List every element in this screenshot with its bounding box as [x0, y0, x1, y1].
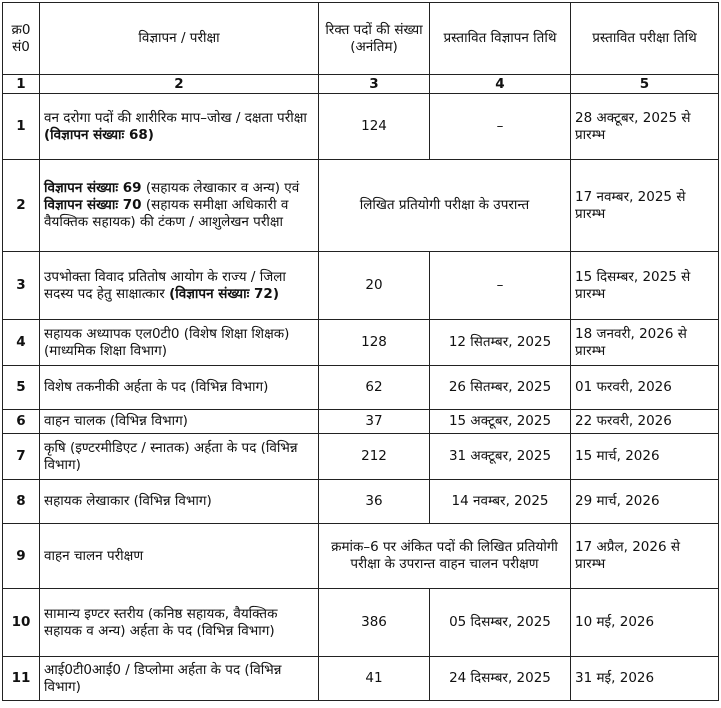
table-row: [3, 524, 719, 589]
header-exam-date: प्रस्तावित परीक्षा तिथि: [571, 3, 719, 75]
advertisement-cell: विशेष तकनीकी अर्हता के पद (विभिन्न विभाग): [40, 366, 319, 410]
advertisement-cell: [40, 252, 319, 320]
adv-date-cell: –: [430, 252, 571, 320]
exam-date-cell: 01 फरवरी, 2026: [571, 366, 719, 410]
adv-text: उपभोक्ता विवाद प्रतितोष आयोग के राज्य / जिला सदस्य पद हेतु साक्षात्कार: [44, 268, 286, 302]
advertisement-cell: सहायक अध्यापक एल0टी0 (विशेष शिक्षा शिक्षक) (माध्यमिक शिक्षा विभाग): [40, 320, 319, 366]
adv-date-cell: 14 नवम्बर, 2025: [430, 480, 571, 524]
adv-date-cell: –: [430, 94, 571, 160]
table-row: [3, 94, 719, 160]
exam-schedule-table: [2, 2, 719, 701]
posts-cell: 62: [319, 366, 430, 410]
adv-number: (विज्ञापन संख्याः 72): [169, 285, 279, 302]
header-posts: रिक्त पदों की संख्या (अनंतिम): [319, 3, 430, 75]
posts-cell: 128: [319, 320, 430, 366]
posts-cell: 36: [319, 480, 430, 524]
table-row: [3, 480, 719, 524]
table-row: [3, 366, 719, 410]
table-row: [3, 252, 719, 320]
serial-cell: 5: [3, 366, 40, 410]
advertisement-cell: सहायक लेखाकार (विभिन्न विभाग): [40, 480, 319, 524]
serial-cell: 10: [3, 589, 40, 657]
adv-number: (विज्ञापन संख्याः 68): [44, 126, 154, 143]
adv-date-cell: 15 अक्टूबर, 2025: [430, 410, 571, 434]
header-adv-date: प्रस्तावित विज्ञापन तिथि: [430, 3, 571, 75]
adv-number: विज्ञापन संख्याः 70: [44, 197, 142, 213]
exam-date-cell: 29 मार्च, 2026: [571, 480, 719, 524]
posts-cell: 386: [319, 589, 430, 657]
table-row: [3, 657, 719, 701]
exam-date-cell: 17 नवम्बर, 2025 से प्रारम्भ: [571, 160, 719, 252]
column-number: 3: [319, 75, 430, 94]
advertisement-cell: वाहन चालन परीक्षण: [40, 524, 319, 589]
adv-date-cell: 24 दिसम्बर, 2025: [430, 657, 571, 701]
exam-date-cell: 10 मई, 2026: [571, 589, 719, 657]
serial-cell: 8: [3, 480, 40, 524]
adv-text: (सहायक समीक्षा अधिकारी व वैयक्तिक सहायक) की टंकण / आशुलेखन परीक्षा: [44, 197, 289, 230]
serial-cell: 9: [3, 524, 40, 589]
advertisement-cell: वाहन चालक (विभिन्न विभाग): [40, 410, 319, 434]
adv-date-cell: 12 सितम्बर, 2025: [430, 320, 571, 366]
advertisement-cell: [40, 94, 319, 160]
header-advertisement: विज्ञापन / परीक्षा: [40, 3, 319, 75]
posts-cell: 37: [319, 410, 430, 434]
exam-date-cell: 31 मई, 2026: [571, 657, 719, 701]
adv-date-cell: 31 अक्टूबर, 2025: [430, 434, 571, 480]
column-number: 1: [3, 75, 40, 94]
header-serial: क्र0 सं0: [3, 3, 40, 75]
serial-cell: 1: [3, 94, 40, 160]
column-number: 5: [571, 75, 719, 94]
table-row: [3, 434, 719, 480]
advertisement-cell: कृषि (इण्टरमीडिएट / स्नातक) अर्हता के पद (विभिन्न विभाग): [40, 434, 319, 480]
serial-cell: 11: [3, 657, 40, 701]
column-number: 4: [430, 75, 571, 94]
adv-text: (सहायक लेखाकार व अन्य) एवं: [141, 180, 300, 196]
adv-date-cell: 26 सितम्बर, 2025: [430, 366, 571, 410]
adv-text: वन दरोगा पदों की शारीरिक माप–जोख / दक्षता परीक्षा: [44, 109, 307, 126]
exam-date-cell: 22 फरवरी, 2026: [571, 410, 719, 434]
serial-cell: 2: [3, 160, 40, 252]
advertisement-cell: [40, 160, 319, 252]
column-number: 2: [40, 75, 319, 94]
adv-number: विज्ञापन संख्याः 69: [44, 180, 142, 196]
posts-cell: 20: [319, 252, 430, 320]
exam-date-cell: 17 अप्रैल, 2026 से प्रारम्भ: [571, 524, 719, 589]
merged-note-cell: लिखित प्रतियोगी परीक्षा के उपरान्त: [319, 160, 571, 252]
adv-date-cell: 05 दिसम्बर, 2025: [430, 589, 571, 657]
serial-cell: 3: [3, 252, 40, 320]
serial-cell: 7: [3, 434, 40, 480]
serial-cell: 4: [3, 320, 40, 366]
table-row: [3, 589, 719, 657]
advertisement-cell: सामान्य इण्टर स्तरीय (कनिष्ठ सहायक, वैयक्तिक सहायक व अन्य) अर्हता के पद (विभिन्न विभाग): [40, 589, 319, 657]
column-number-row: [3, 75, 719, 94]
exam-date-cell: 18 जनवरी, 2026 से प्रारम्भ: [571, 320, 719, 366]
posts-cell: 124: [319, 94, 430, 160]
posts-cell: 212: [319, 434, 430, 480]
header-row: [3, 3, 719, 75]
advertisement-cell: आई0टी0आई0 / डिप्लोमा अर्हता के पद (विभिन्न विभाग): [40, 657, 319, 701]
table-row: [3, 160, 719, 252]
exam-date-cell: 15 मार्च, 2026: [571, 434, 719, 480]
exam-date-cell: 28 अक्टूबर, 2025 से प्रारम्भ: [571, 94, 719, 160]
exam-date-cell: 15 दिसम्बर, 2025 से प्रारम्भ: [571, 252, 719, 320]
table-row: [3, 410, 719, 434]
merged-note-cell: क्रमांक–6 पर अंकित पदों की लिखित प्रतियोगी परीक्षा के उपरान्त वाहन चालन परीक्षण: [319, 524, 571, 589]
posts-cell: 41: [319, 657, 430, 701]
serial-cell: 6: [3, 410, 40, 434]
table-row: [3, 320, 719, 366]
